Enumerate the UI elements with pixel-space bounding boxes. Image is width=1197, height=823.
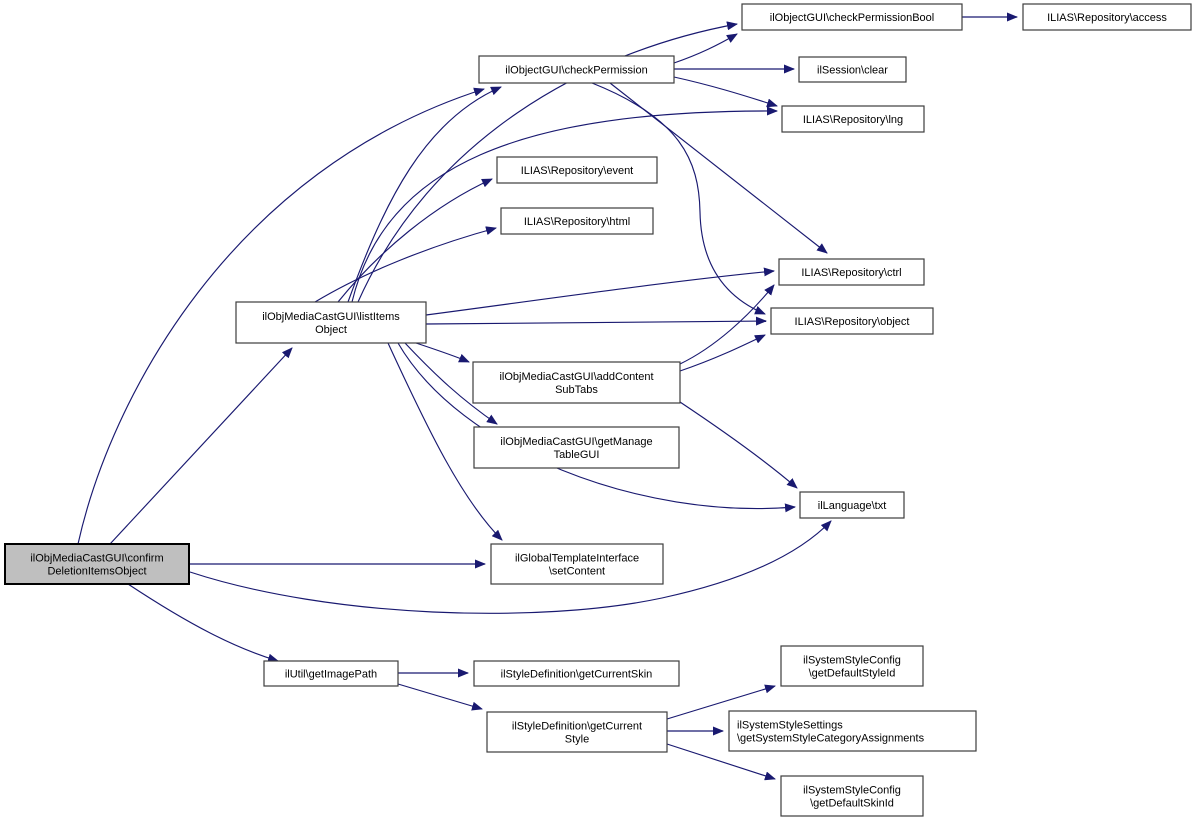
node-getDefaultSkinId[interactable] [781,776,923,816]
edge-listItems-to-html [315,228,496,302]
node-label-getCurrentStyle: ilStyleDefinition\getCurrent Style [511,720,643,746]
node-html[interactable] [501,208,653,234]
edge-listItems-to-object [426,321,766,324]
node-checkPermissionBool[interactable] [742,4,962,30]
node-label-ctrl: ILIAS\Repository\ctrl [801,267,902,279]
node-listItems[interactable] [236,302,426,343]
node-label-txt: ilLanguage\txt [817,500,887,512]
node-label-listItems: ilObjMediaCastGUI\listItems Object [262,311,400,336]
edge-listItems-to-checkPermission [348,87,501,302]
edge-listItems-to-event [338,179,492,302]
node-object[interactable] [771,308,933,334]
node-getDefaultStyleId[interactable] [781,646,923,686]
node-getCurrentSkin[interactable] [474,661,679,686]
node-label-confirm: ilObjMediaCastGUI\confirm DeletionItemsObject [30,552,164,578]
edge-listItems-to-addContent [416,343,469,362]
node-label-lng: ILIAS\Repository\lng [802,114,904,126]
edge-addContent-to-object [680,335,765,371]
node-ctrl[interactable] [779,259,924,285]
node-label-getDefaultStyleId: ilSystemStyleConfig \getDefaultStyleId [803,654,901,680]
node-label-html: ILIAS\Repository\html [523,216,631,228]
node-setContent[interactable] [491,544,663,584]
edge-checkPermission-to-object [592,83,765,314]
node-clear[interactable] [799,57,906,82]
node-confirm [5,544,189,584]
edge-listItems-to-ctrl [426,271,774,315]
nodes-layer [5,4,1191,816]
node-label-setContent: ilGlobalTemplateInterface \setContent [514,552,640,578]
node-checkPermission[interactable] [479,56,674,83]
edge-checkPermission-to-checkPermissionBool [674,34,737,63]
node-label-checkPermission: ilObjectGUI\checkPermission [505,64,648,77]
node-label-clear: ilSession\clear [817,64,888,77]
node-settings[interactable] [729,711,976,751]
node-lng[interactable] [782,106,924,132]
edge-checkPermission-to-lng [674,77,777,106]
edge-getImagePath-to-getCurrentStyle [398,684,482,709]
node-getManage[interactable] [474,427,679,468]
node-label-getManage: ilObjMediaCastGUI\getManage TableGUI [500,436,653,461]
node-label-checkPermissionBool: ilObjectGUI\checkPermissionBool [769,12,935,24]
node-label-object: ILIAS\Repository\object [794,316,910,328]
node-access[interactable] [1023,4,1191,30]
node-label-addContent: ilObjMediaCastGUI\addContent SubTabs [499,371,654,396]
node-addContent[interactable] [473,362,680,403]
node-label-getCurrentSkin: ilStyleDefinition\getCurrentSkin [500,668,653,681]
node-getCurrentStyle[interactable] [487,712,667,752]
node-label-getDefaultSkinId: ilSystemStyleConfig \getDefaultSkinId [803,784,901,810]
edge-addContent-to-txt [680,402,797,488]
node-label-settings: ilSystemStyleSettings \getSystemStyleCategoryAssignments [737,719,925,745]
node-txt[interactable] [800,492,904,518]
node-label-getImagePath: ilUtil\getImagePath [284,668,378,681]
edge-confirm-to-listItems [110,348,292,544]
edge-confirm-to-getImagePath [128,584,278,661]
node-event[interactable] [497,157,657,183]
node-getImagePath[interactable] [264,661,398,686]
node-label-access: ILIAS\Repository\access [1047,12,1167,24]
node-label-event: ILIAS\Repository\event [520,165,634,177]
